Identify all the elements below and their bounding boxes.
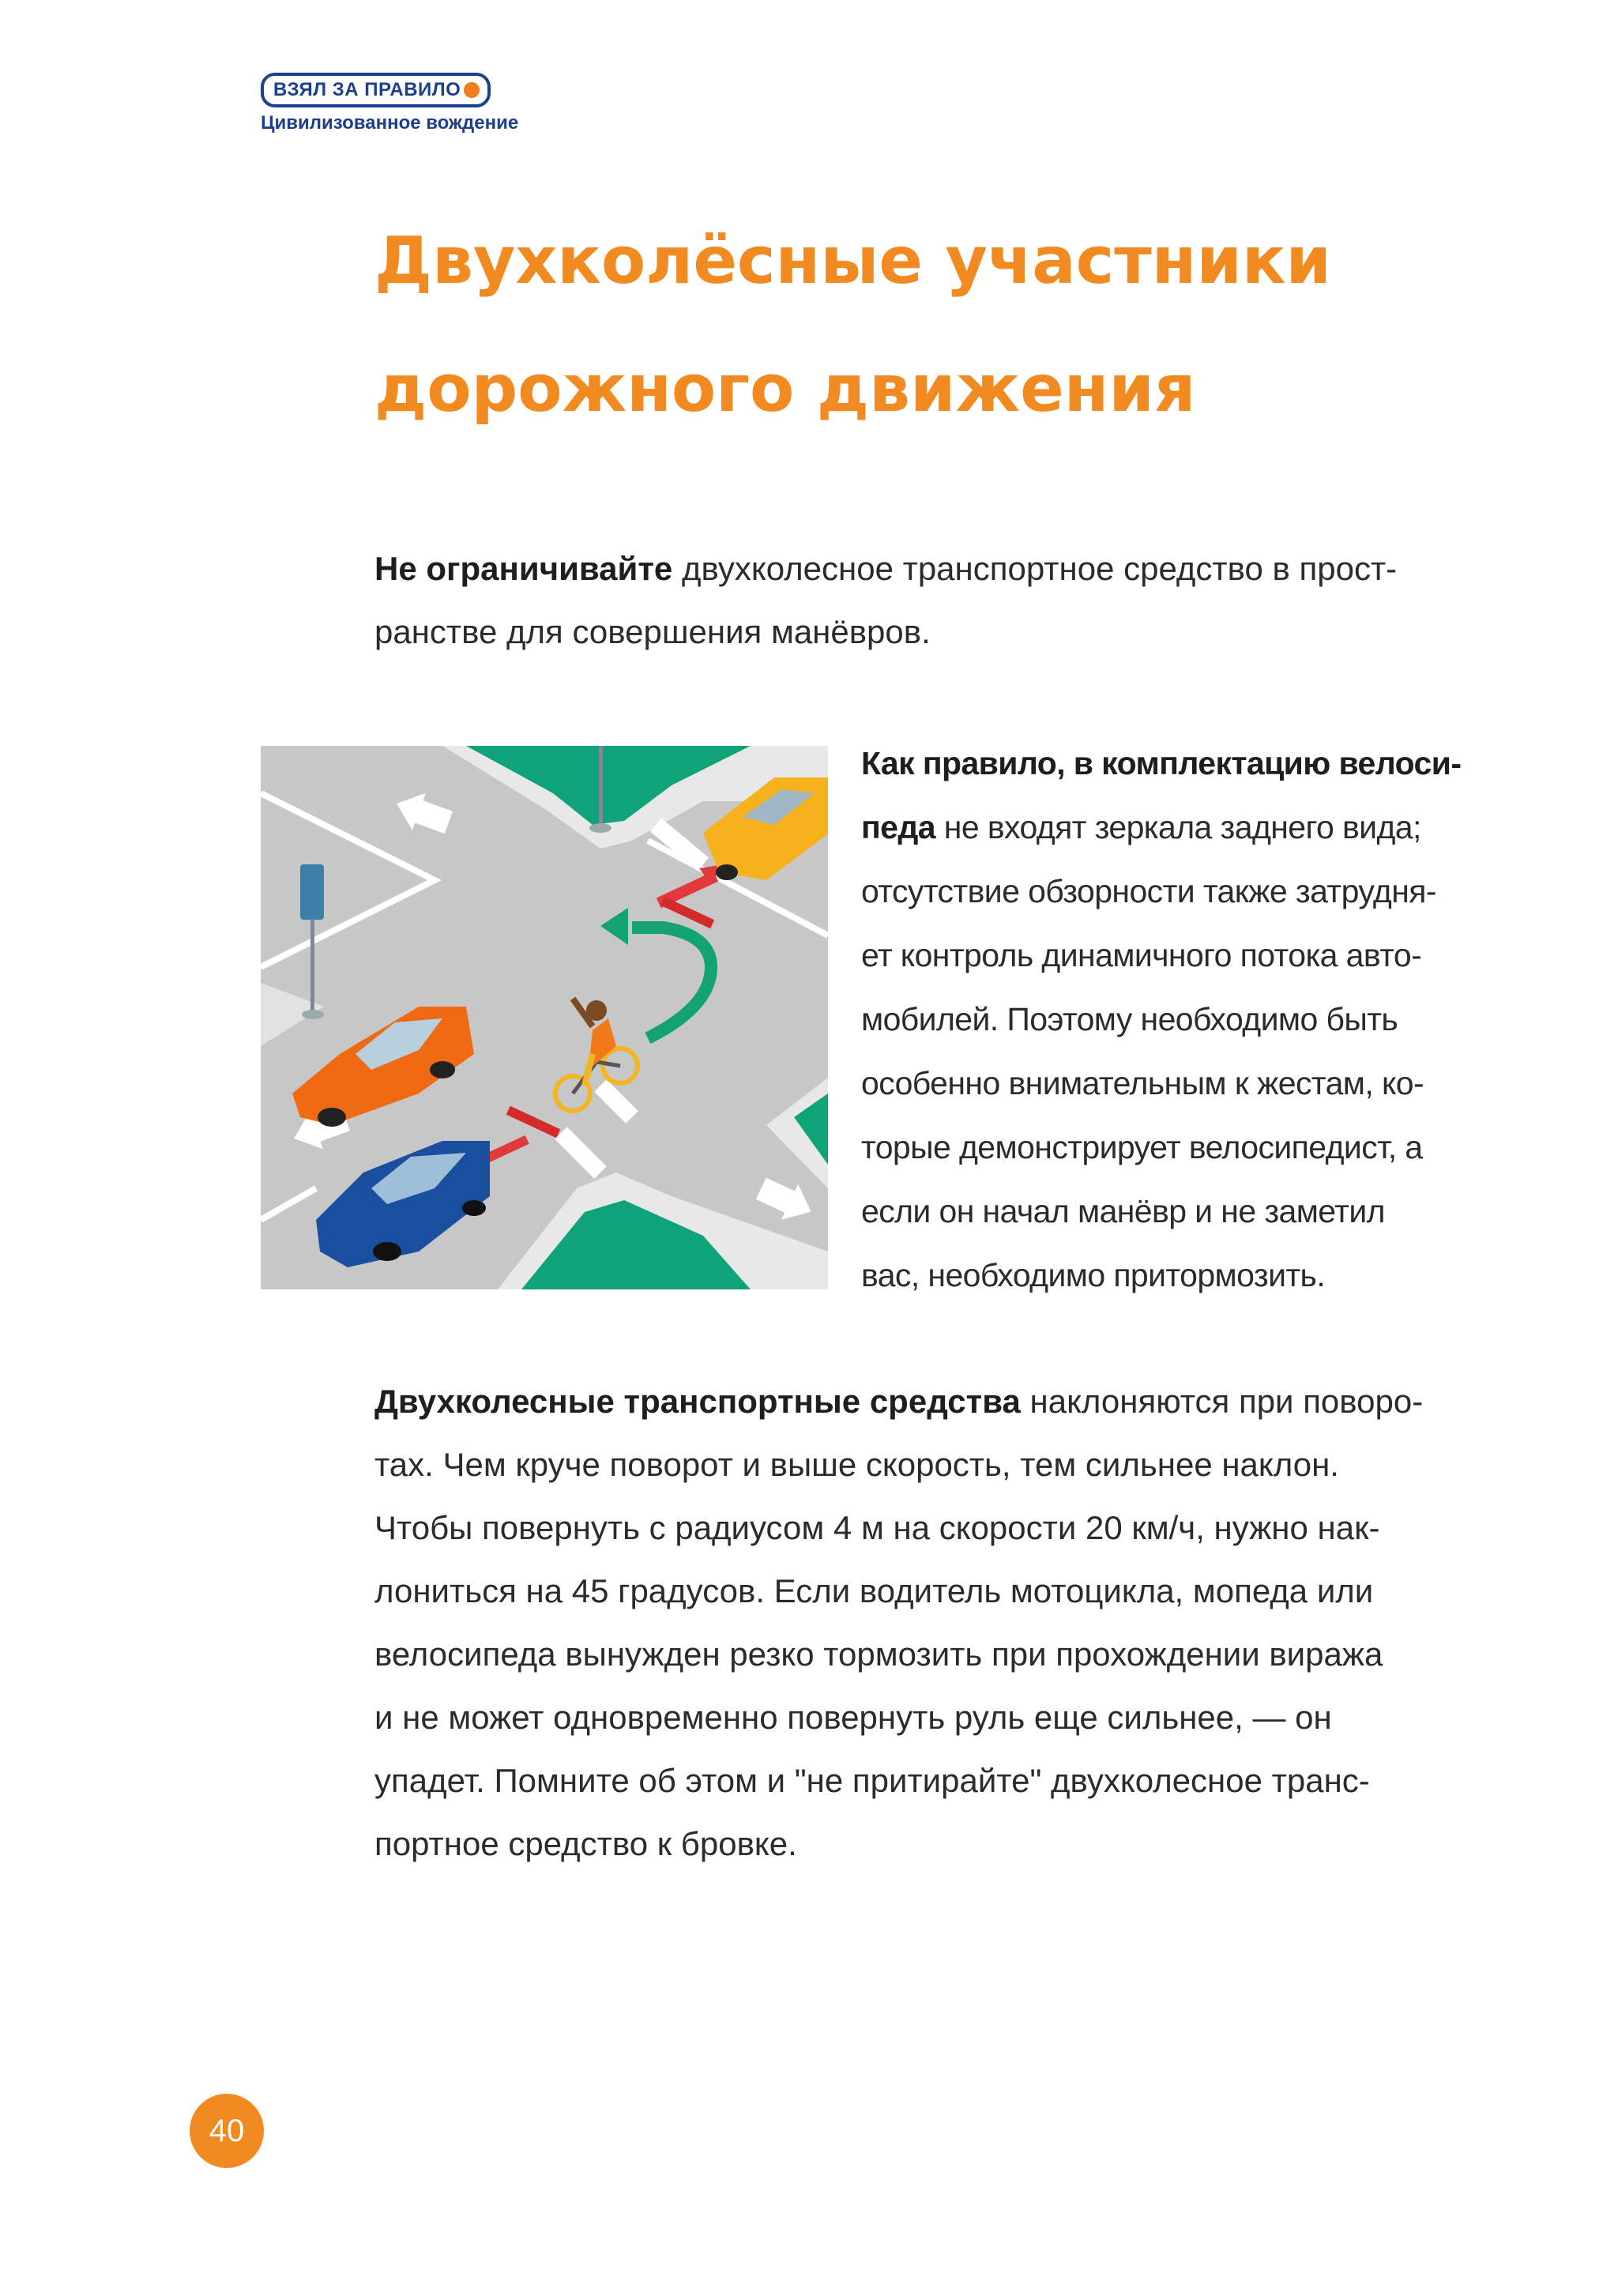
paragraph2-line-3: отсутствие обзорности также затрудня-	[861, 873, 1436, 909]
paragraph3-line1-rest: наклоняются при поворо-	[1020, 1383, 1424, 1420]
paragraph3-line-1	[374, 1370, 1488, 1433]
paragraph2-line2-rest: не входят зеркала заднего вида;	[935, 809, 1421, 845]
paragraph1-bold: Не ограничивайте	[374, 550, 673, 587]
paragraph2-line-8: если он начал манёвр и не заметил	[861, 1193, 1385, 1229]
paragraph2-line-1	[861, 732, 1469, 796]
pole-top-base	[589, 823, 611, 833]
logo-dot-icon	[464, 82, 480, 98]
paragraph3-line-8: портное средство к бровке.	[374, 1825, 797, 1862]
paragraph3-line-6: и не может одновременно повернуть руль еще сильнее, — он	[374, 1699, 1332, 1736]
paragraph3-line-4: лониться на 45 градусов. Если водитель мотоцикла, мопеда или	[374, 1572, 1374, 1609]
paragraph1-line-1	[374, 537, 1488, 600]
paragraph-maneuver-space	[374, 537, 1488, 664]
intersection-illustration	[261, 746, 828, 1289]
pole-left-base	[302, 1010, 324, 1019]
paragraph2-bold-1: Как правило, в комплектацию велоси-	[861, 745, 1462, 781]
page-title	[374, 198, 1481, 454]
logo-text: ВЗЯЛ ЗА ПРАВИЛО	[273, 79, 461, 100]
paragraph2-line-9: вас, необходимо притормозить.	[861, 1257, 1326, 1293]
title-line-2: дорожного движения	[374, 352, 1196, 427]
brand-header	[261, 73, 518, 134]
paragraph2-line-2	[861, 796, 1469, 860]
paragraph3-bold: Двухколесные транспортные средства	[374, 1383, 1021, 1420]
paragraph2-bold-2: педа	[861, 809, 935, 845]
paragraph3-line-3: Чтобы повернуть с радиусом 4 м на скорости 20 км/ч, нужно нак-	[374, 1509, 1380, 1546]
paragraph2-line-4: ет контроль динамичного потока авто-	[861, 937, 1422, 973]
paragraph3-line-2: тах. Чем круче поворот и выше скорость, тем сильнее наклон.	[374, 1446, 1339, 1483]
paragraph1-line-2: ранстве для совершения манёвров.	[374, 613, 931, 650]
pole-left	[310, 912, 314, 1014]
paragraph2-line-7: торые демонстрирует велосипедист, а	[861, 1129, 1423, 1165]
brand-logo	[261, 73, 491, 107]
traffic-light-icon	[300, 864, 324, 920]
paragraph2-line-5: мобилей. Поэтому необходимо быть	[861, 1001, 1398, 1037]
pole-top	[599, 746, 603, 825]
page-number: 40	[190, 2094, 264, 2168]
paragraph3-line-5: велосипеда вынужден резко тормозить при прохождении виража	[374, 1635, 1383, 1673]
intersection-svg	[261, 746, 828, 1289]
title-line-1: Двухколёсные участники	[374, 224, 1331, 299]
paragraph1-line1-rest: двухколесное транспортное средство в прост-	[672, 550, 1398, 587]
paragraph3-line-7: упадет. Помните об этом и "не притирайте" двухколесное транс-	[374, 1762, 1370, 1799]
paragraph2-line-6: особенно внимательным к жестам, ко-	[861, 1065, 1424, 1101]
paragraph-mirrors	[861, 732, 1469, 1308]
brand-subtitle: Цивилизованное вождение	[261, 112, 519, 134]
paragraph-leaning	[374, 1370, 1488, 1876]
